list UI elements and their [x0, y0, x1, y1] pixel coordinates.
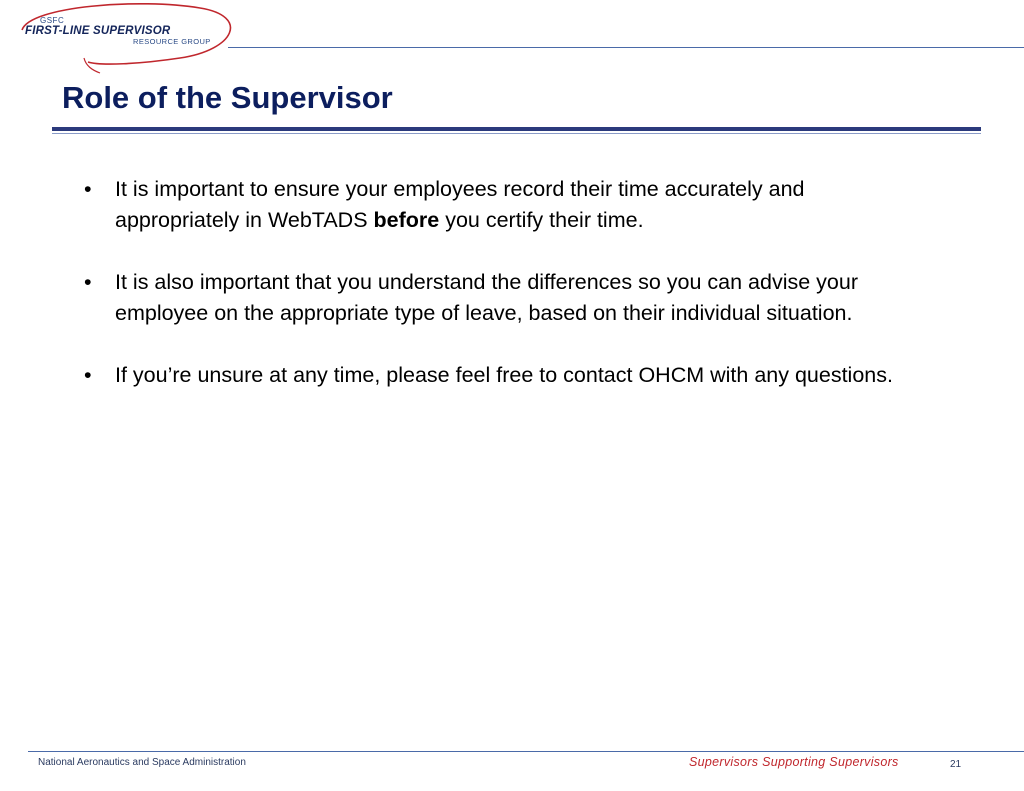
title-rule — [52, 127, 981, 131]
bullet-item — [84, 174, 904, 236]
footer-tagline: Supervisors Supporting Supervisors — [689, 755, 899, 769]
bullet-item — [84, 267, 904, 329]
footer-divider — [28, 751, 1024, 752]
bullet-emphasis: before — [373, 208, 440, 232]
logo-gsfc: GSFC — [40, 16, 65, 25]
bullet-icon: • — [84, 363, 92, 387]
bullet-icon: • — [84, 177, 92, 201]
bullet-item — [84, 360, 904, 391]
title-rule-thin — [52, 133, 981, 134]
bullet-list — [84, 174, 904, 422]
page-number: 21 — [950, 759, 962, 770]
bullet-text: If you’re unsure at any time, please feel free to contact OHCM with any questions. — [115, 363, 893, 387]
slide-title: Role of the Supervisor — [62, 80, 393, 115]
bullet-icon: • — [84, 270, 92, 294]
header-divider — [228, 47, 1024, 48]
logo-subtitle: RESOURCE GROUP — [133, 37, 211, 46]
bullet-text: It is important to ensure your employees record their time accurately and appropriately in WebTADS — [115, 177, 805, 232]
footer-organization: National Aeronautics and Space Administration — [38, 757, 246, 768]
bullet-text-tail: you certify their time. — [439, 208, 644, 232]
logo-title: FIRST-LINE SUPERVISOR — [25, 25, 171, 37]
flsrg-logo — [0, 0, 240, 78]
bullet-text: It is also important that you understand the differences so you can advise your employee on the appropriate type of leave, based on their individual situation. — [115, 270, 858, 325]
